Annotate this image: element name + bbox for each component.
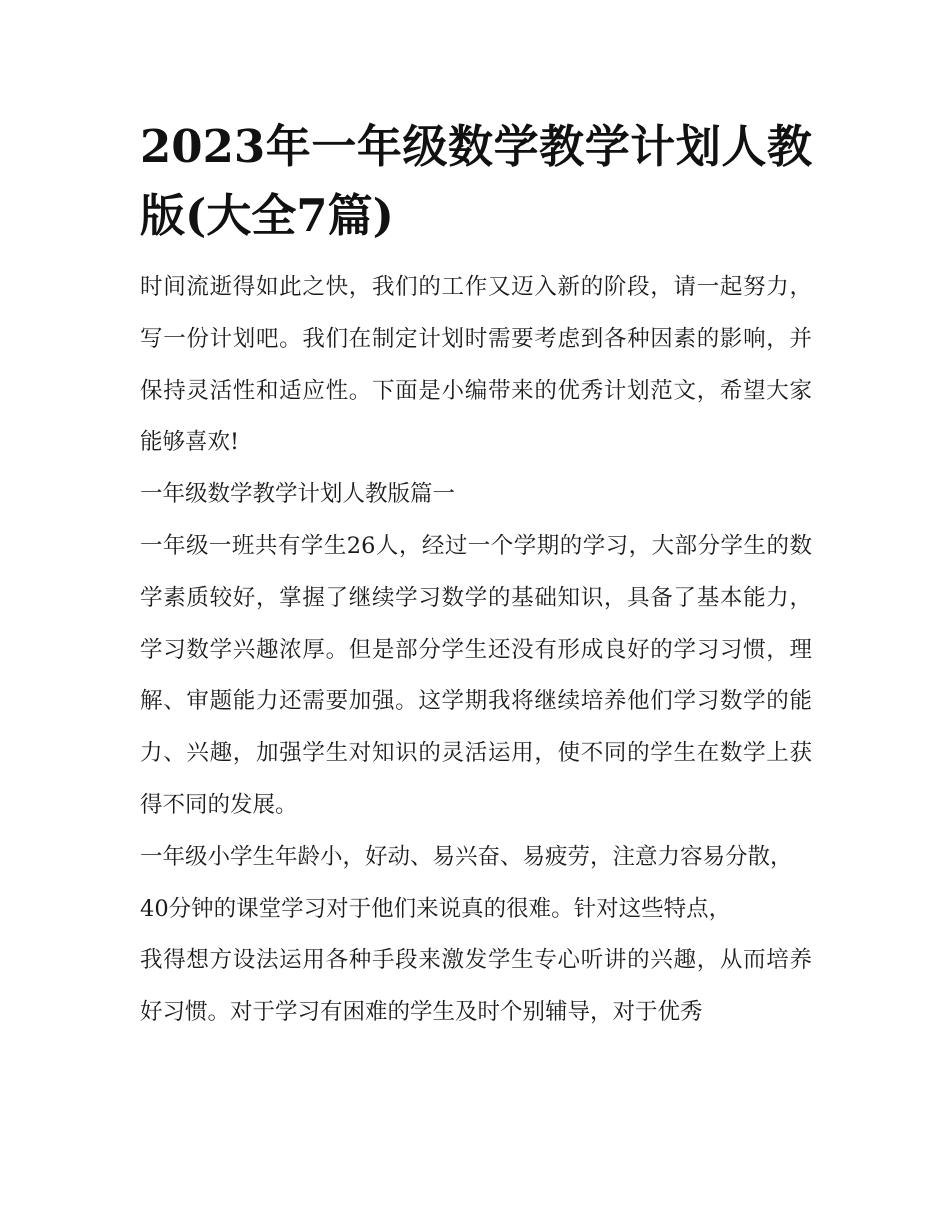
document-body — [140, 112, 812, 1039]
intro-paragraph: 时间流逝得如此之快，我们的工作又迈入新的阶段，请一起努力，写一份计划吧。我们在制定计划时需要考虑到各种因素的影响，并保持灵活性和适应性。下面是小编带来的优秀计划范文，希望大家能够喜欢! — [140, 274, 812, 456]
body-paragraph: 40分钟的课堂学习对于他们来说真的很难。针对这些特点， — [140, 895, 732, 922]
section-heading: 一年级数学教学计划人教版篇一 — [140, 481, 456, 508]
body-paragraph: 我得想方设法运用各种手段来激发学生专心听讲的兴趣，从而培养好习惯。对于学习有困难的学生及时个别辅导，对于优秀 — [140, 947, 812, 1026]
document-title: 2023年一年级数学教学计划人教版(大全7篇) — [140, 120, 812, 242]
body-paragraph: 一年级小学生年龄小，好动、易兴奋、易疲劳，注意力容易分散， — [140, 843, 793, 870]
body-paragraph: 一年级一班共有学生26人，经过一个学期的学习，大部分学生的数学素质较好，掌握了继续学习数学的基础知识，具备了基本能力，学习数学兴趣浓厚。但是部分学生还没有形成良好的学习习惯，理解、审题能力还需要加强。这学期我将继续培养他们学习数学的能力、兴趣，加强学生对知识的灵活运用，使不同的学生在数学上获得不同的发展。 — [140, 532, 812, 818]
